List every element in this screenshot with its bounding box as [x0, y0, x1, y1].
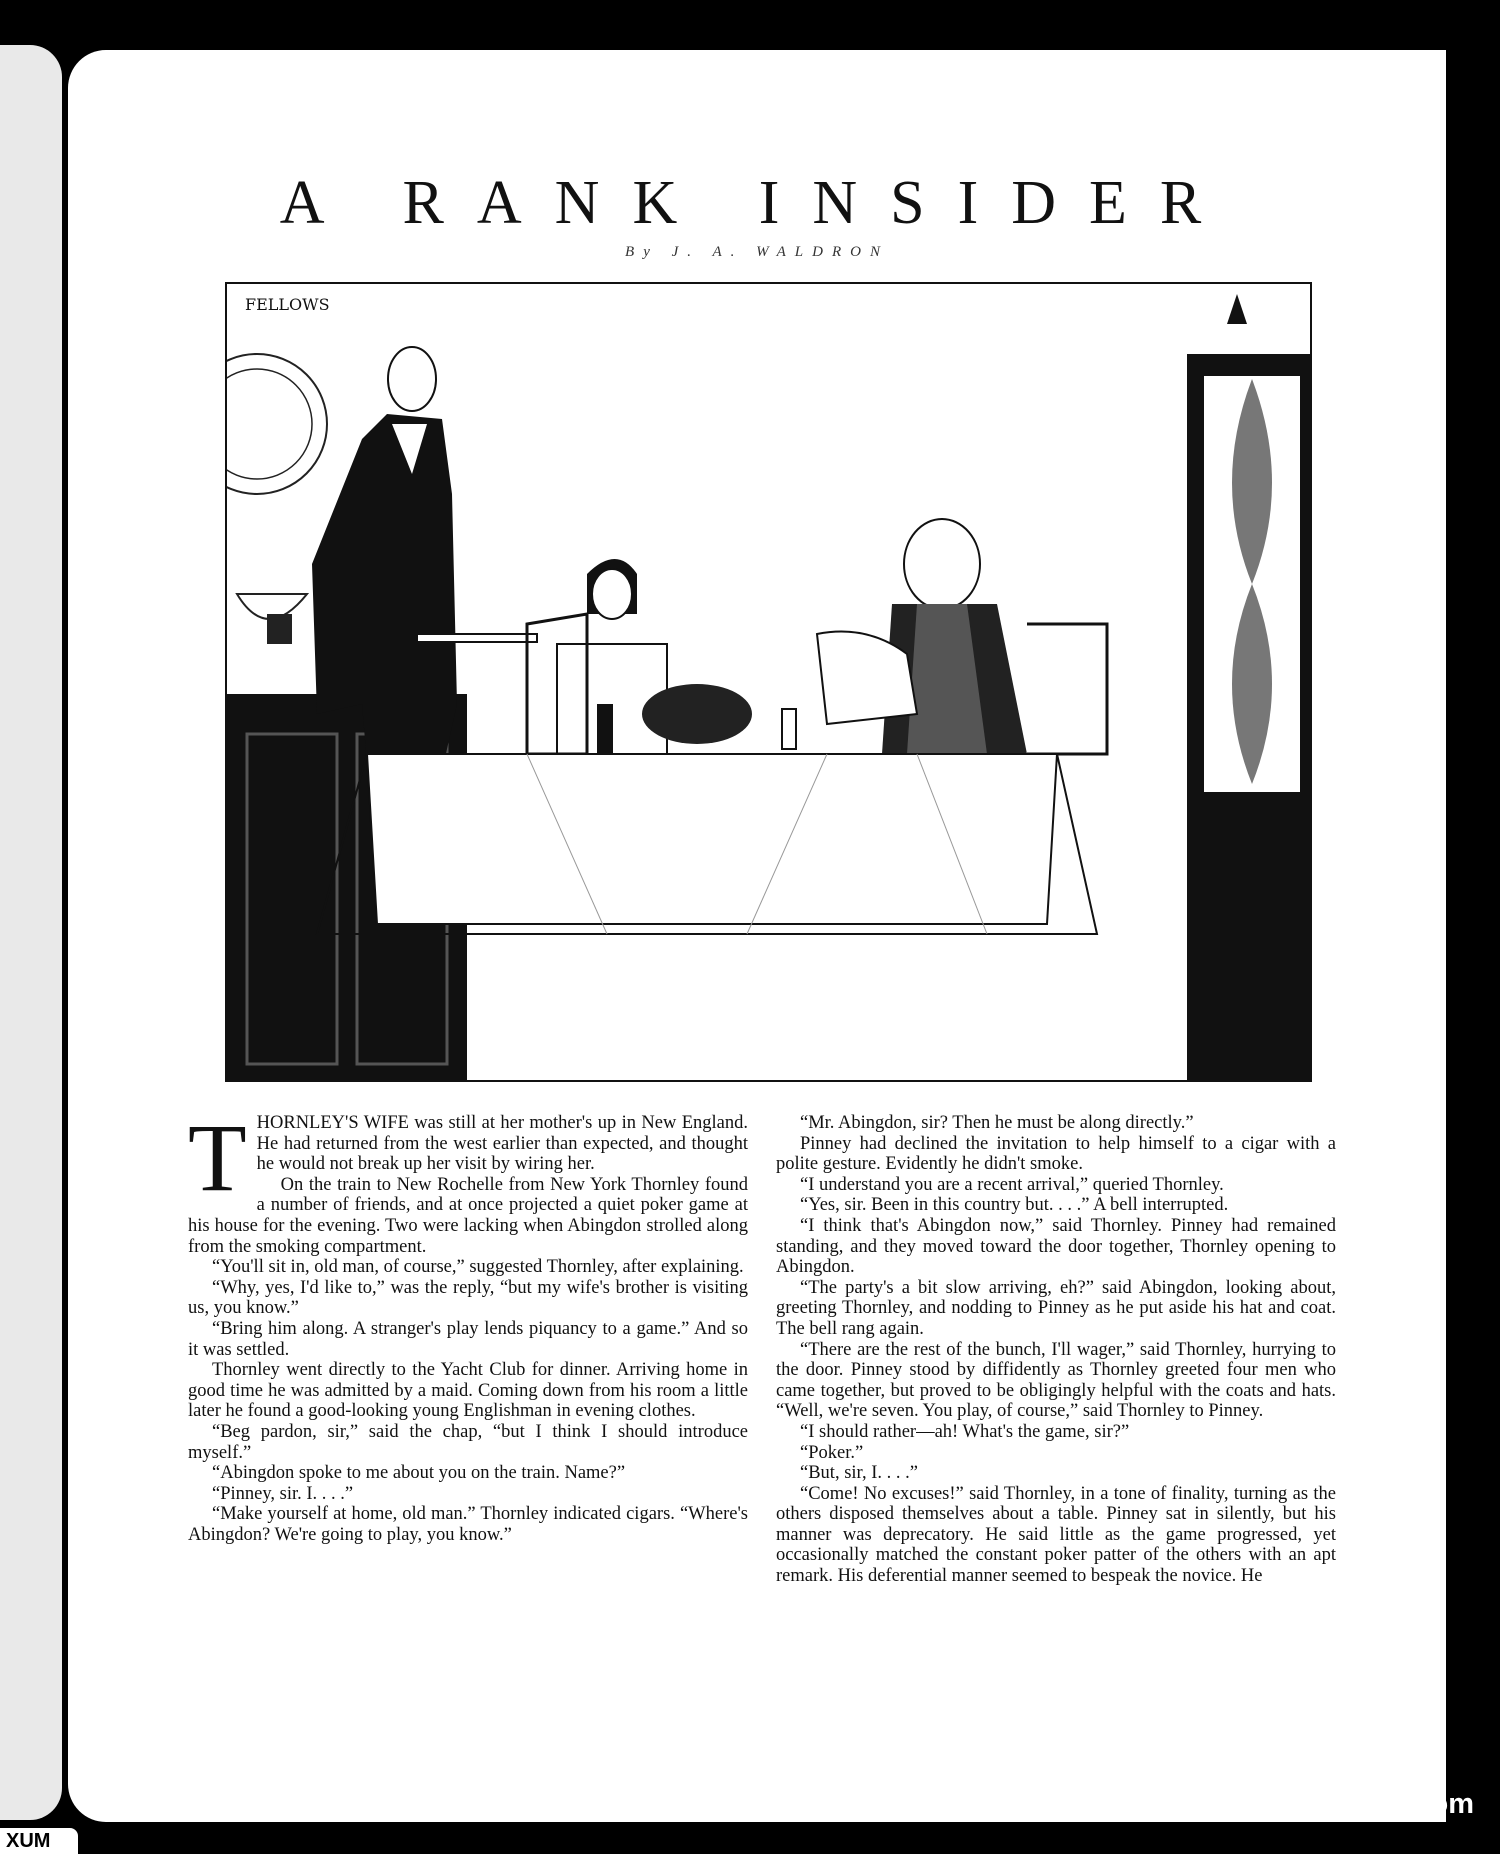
paragraph: “The party's a bit slow arriving, eh?” said Abingdon, looking about, greeting Thornley, and nodding to Pinney as he put aside his hat and coat. The bell rang again.: [776, 1277, 1336, 1339]
paragraph: “Yes, sir. Been in this country but. . . .” A bell interrupted.: [800, 1195, 1229, 1216]
drop-cap: T: [188, 1104, 247, 1211]
dinner-scene-illustration: [227, 284, 1310, 1080]
article-column-2: [776, 1113, 1336, 1587]
xum-tag: [0, 1828, 78, 1854]
paragraph: “I should rather—ah! What's the game, sir?”: [800, 1421, 1130, 1442]
article-byline: By J. A. WALDRON: [625, 244, 889, 260]
previous-page-edge: [0, 45, 62, 1820]
paragraph: “You'll sit in, old man, of course,” suggested Thornley, after explaining.: [212, 1257, 744, 1278]
paragraph: “Poker.”: [800, 1442, 864, 1463]
xum-label: XUM: [6, 1830, 51, 1852]
paragraph: Pinney had declined the invitation to help himself to a cigar with a polite gesture. Evidently he didn't smoke.: [776, 1133, 1336, 1175]
artist-signature: FELLOWS: [245, 295, 330, 314]
paragraph: “But, sir, I. . . .”: [800, 1463, 918, 1484]
paragraph: “I understand you are a recent arrival,” queried Thornley.: [800, 1174, 1224, 1195]
illustration: [225, 282, 1312, 1082]
paragraph: Thornley went directly to the Yacht Club for dinner. Arriving home in good time he was admitted by a maid. Coming down from his room a little later he found a good-looking young Englishman in evening clothes.: [188, 1360, 748, 1422]
paragraph: On the train to New Rochelle from New York Thornley found a number of friends, and at once projected a quiet poker game at his house for the evening. Two were lacking when Abingdon strolled along from the smoking compartment.: [188, 1174, 748, 1257]
paragraph: “Pinney, sir. I. . . .”: [212, 1483, 354, 1504]
magazine-page: [68, 50, 1446, 1822]
paragraph: “Make yourself at home, old man.” Thornley indicated cigars. “Where's Abingdon? We're going to play, you know.”: [188, 1504, 748, 1545]
article-column-1: [188, 1104, 748, 1545]
paragraph: “Mr. Abingdon, sir? Then he must be along directly.”: [800, 1113, 1194, 1133]
paragraph: “I think that's Abingdon now,” said Thornley. Pinney had remained standing, and they moved toward the door together, Thornley opening to Abingdon.: [776, 1215, 1336, 1278]
paragraph: “Abingdon spoke to me about you on the train. Name?”: [212, 1463, 626, 1484]
paragraph: “Come! No excuses!” said Thornley, in a tone of finality, turning as the others disposed themselves about a table. Pinney sat in silently, but his manner was deprecatory. He said little as the game progressed, yet occasionally matched the constant poker patter of the others with an apt remark. His deferential manner seemed to bespeak the novice. He: [776, 1483, 1336, 1587]
paragraph: “Bring him along. A stranger's play lends piquancy to a game.” And so it was settled.: [188, 1318, 748, 1360]
paragraph: “Why, yes, I'd like to,” was the reply, “but my wife's brother is visiting us, you know.”: [188, 1277, 748, 1319]
site-watermark: comicbooks.com: [1237, 1788, 1474, 1820]
article-title: A RANK INSIDER: [279, 169, 1235, 237]
paragraph-1: THORNLEY'S WIFE was still at her mother's up in New England. He had returned from the west earlier than expected, and thought he would not break up her visit by wiring her.: [188, 1104, 748, 1211]
paragraph: “Beg pardon, sir,” said the chap, “but I think I should introduce myself.”: [188, 1421, 748, 1463]
paragraph: “There are the rest of the bunch, I'll wager,” said Thornley, hurrying to the door. Pinney stood by diffidently as Thornley greeted four men who came together, but proved to be obligingly helpful with the coats and hats. “Well, we're seven. You play, of course,” said Thornley to Pinney.: [776, 1339, 1336, 1422]
